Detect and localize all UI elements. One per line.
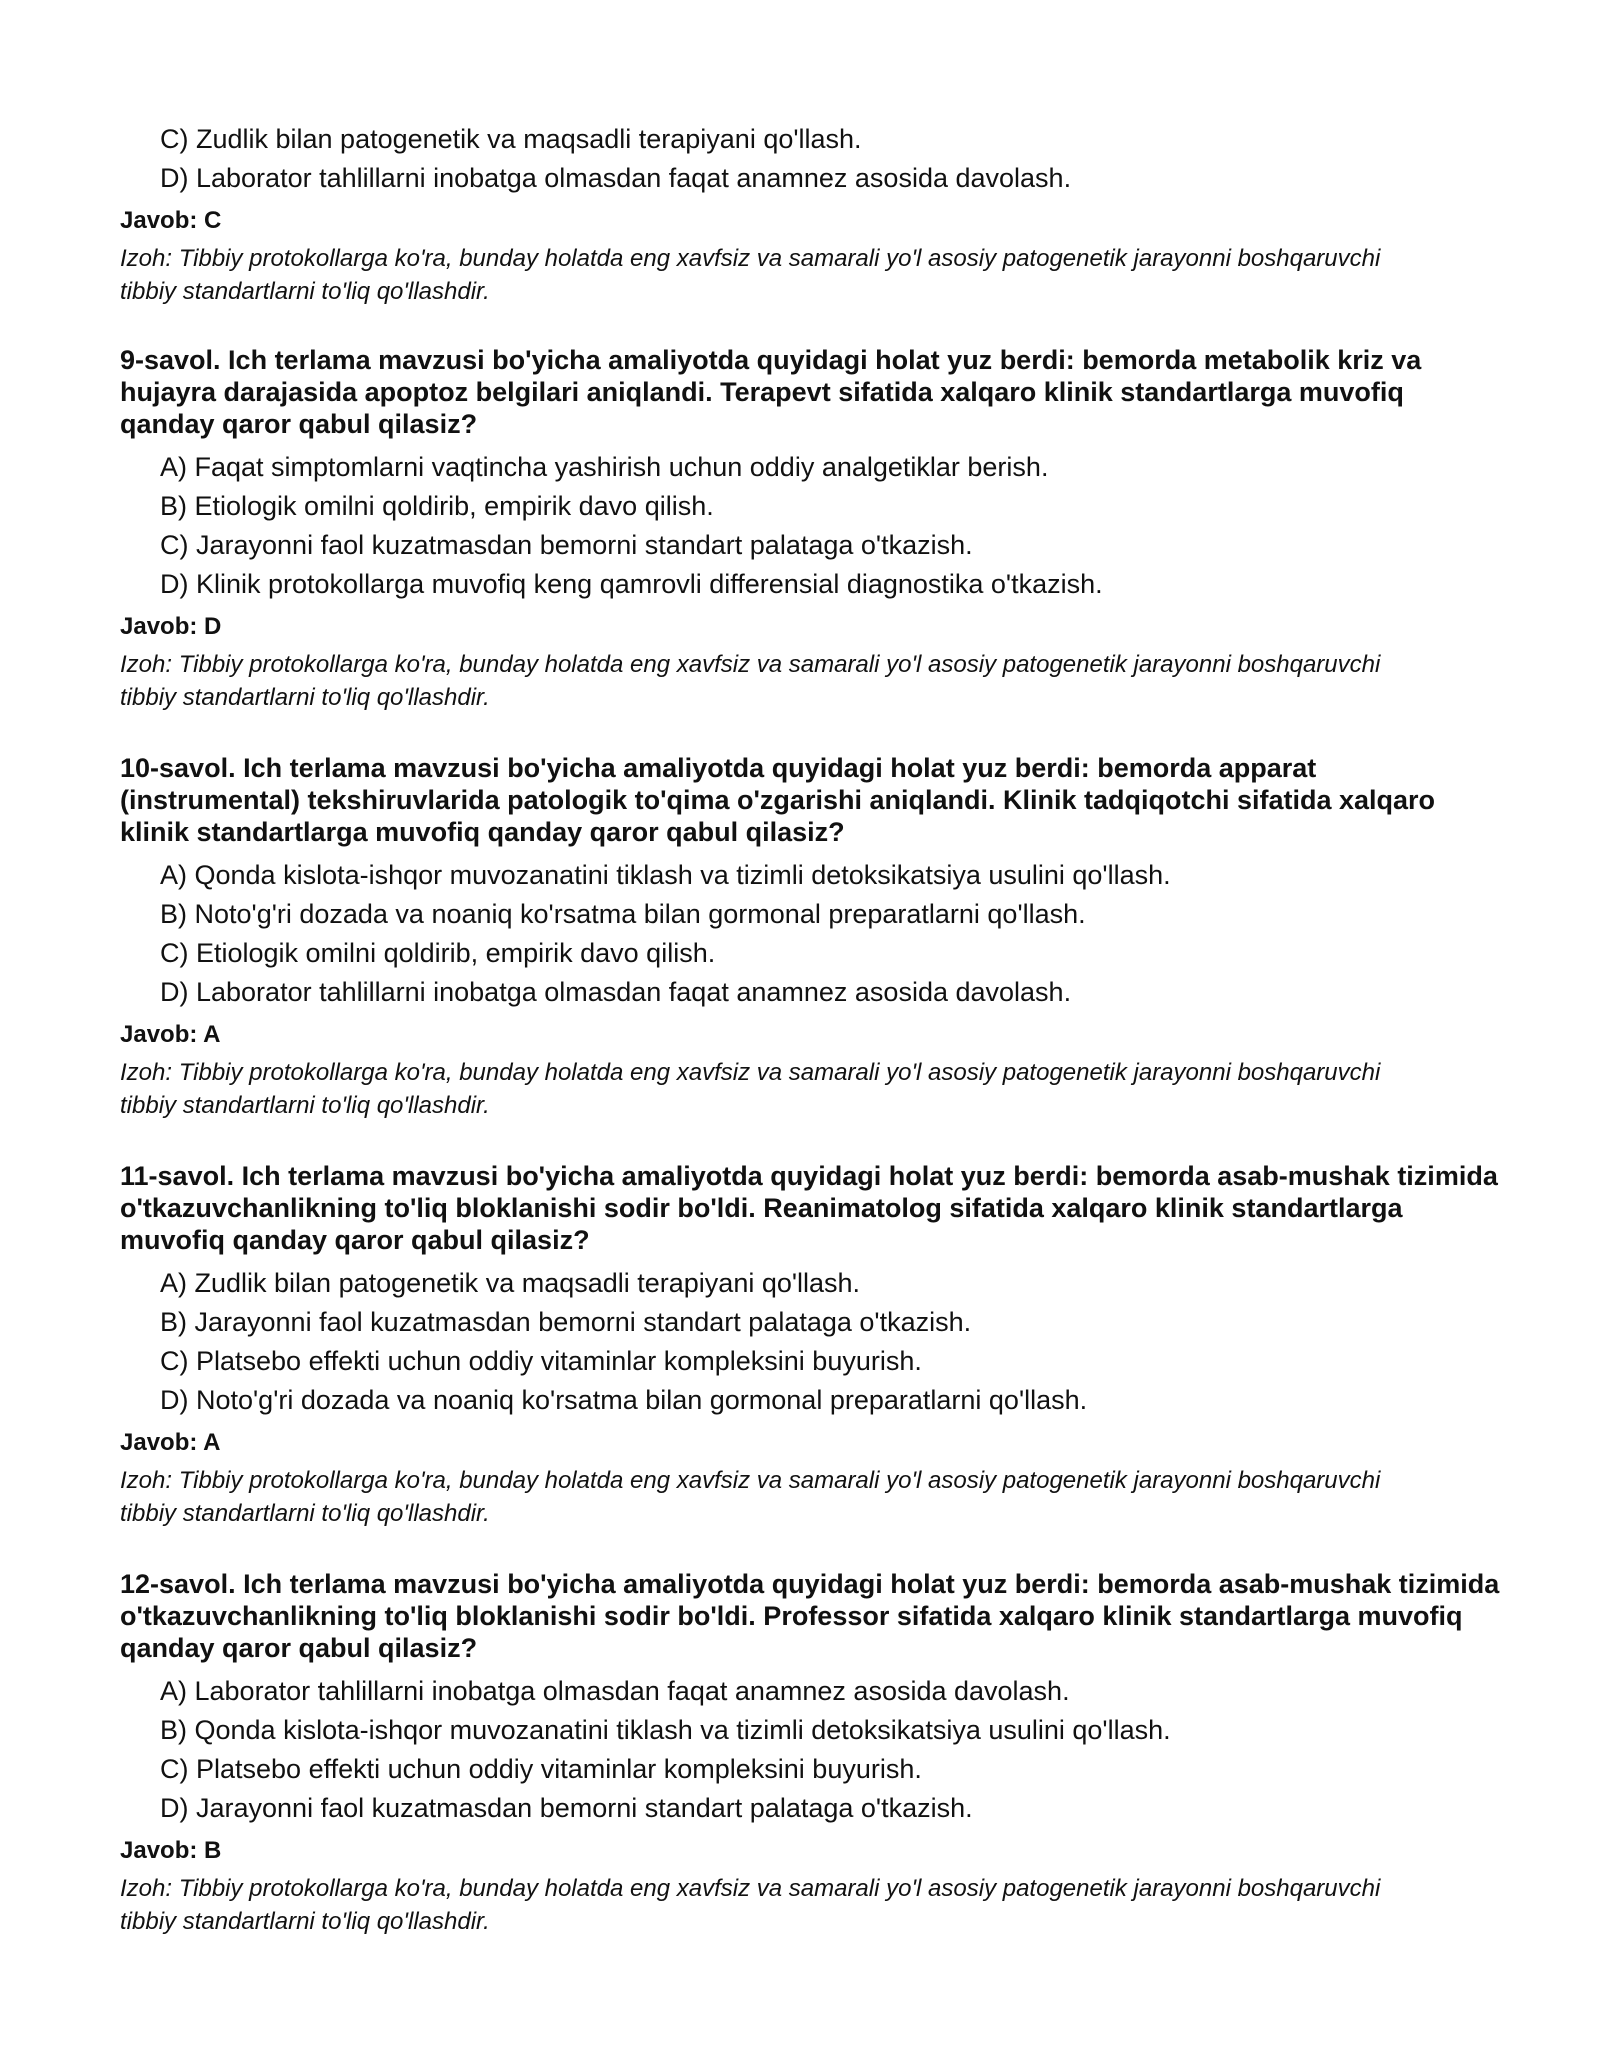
- question-12: [120, 1568, 1500, 1938]
- options-list: [120, 1264, 1500, 1420]
- option-a: A) Laborator tahlillarni inobatga olmasdan faqat anamnez asosida davolash.: [160, 1676, 1070, 1706]
- question-11: [120, 1160, 1500, 1530]
- explanation-note: Izoh: Tibbiy protokollarga ko'ra, bunday holatda eng xavfsiz va samarali yo'l asosiy patogenetik jarayonni boshqaruvchi tibbiy standartlarni to'liq qo'llashdir.: [120, 245, 1381, 305]
- question-10: [120, 752, 1500, 1122]
- option-a: A) Zudlik bilan patogenetik va maqsadli terapiyani qo'llash.: [160, 1268, 861, 1298]
- option-d: D) Laborator tahlillarni inobatga olmasdan faqat anamnez asosida davolash.: [160, 977, 1072, 1007]
- option-b: B) Etiologik omilni qoldirib, empirik davo qilish.: [160, 491, 714, 521]
- option-c: C) Platsebo effekti uchun oddiy vitaminlar kompleksini buyurish.: [160, 1346, 922, 1376]
- options-list: [120, 856, 1500, 1012]
- option-b: B) Qonda kislota-ishqor muvozanatini tiklash va tizimli detoksikatsiya usulini qo'llash.: [160, 1715, 1171, 1745]
- question-heading: 11-savol. Ich terlama mavzusi bo'yicha amaliyotda quyidagi holat yuz berdi: bemorda asab-mushak tizimida o'tkazuvchanlikning to'liq bloklanishi sodir bo'ldi. Reanimatolog sifatida xalqaro klinik standartlarga muvofiq qanday qaror qabul qilasiz?: [120, 1161, 1498, 1255]
- question-heading: 12-savol. Ich terlama mavzusi bo'yicha amaliyotda quyidagi holat yuz berdi: bemorda asab-mushak tizimida o'tkazuvchanlikning to'liq bloklanishi sodir bo'ldi. Professor sifatida xalqaro klinik standartlarga muvofiq qanday qaror qabul qilasiz?: [120, 1569, 1500, 1663]
- question-8-fragment: [120, 120, 1500, 308]
- answer-label: Javob: A: [120, 1429, 221, 1456]
- options-list: [120, 448, 1500, 604]
- option-a: A) Qonda kislota-ishqor muvozanatini tiklash va tizimli detoksikatsiya usulini qo'llash.: [160, 860, 1171, 890]
- options-list: [120, 120, 1500, 198]
- explanation-note: Izoh: Tibbiy protokollarga ko'ra, bunday holatda eng xavfsiz va samarali yo'l asosiy patogenetik jarayonni boshqaruvchi tibbiy standartlarni to'liq qo'llashdir.: [120, 1059, 1381, 1119]
- option-c: C) Platsebo effekti uchun oddiy vitaminlar kompleksini buyurish.: [160, 1754, 922, 1784]
- answer-label: Javob: B: [120, 1837, 222, 1864]
- option-c: C) Etiologik omilni qoldirib, empirik davo qilish.: [160, 938, 716, 968]
- question-9: [120, 344, 1500, 714]
- answer-label: Javob: C: [120, 207, 222, 234]
- option-c: C) Zudlik bilan patogenetik va maqsadli terapiyani qo'llash.: [160, 124, 862, 154]
- option-b: B) Noto'g'ri dozada va noaniq ko'rsatma bilan gormonal preparatlarni qo'llash.: [160, 899, 1086, 929]
- option-d: D) Noto'g'ri dozada va noaniq ko'rsatma bilan gormonal preparatlarni qo'llash.: [160, 1385, 1088, 1415]
- explanation-note: Izoh: Tibbiy protokollarga ko'ra, bunday holatda eng xavfsiz va samarali yo'l asosiy patogenetik jarayonni boshqaruvchi tibbiy standartlarni to'liq qo'llashdir.: [120, 1467, 1381, 1527]
- option-c: C) Jarayonni faol kuzatmasdan bemorni standart palataga o'tkazish.: [160, 530, 973, 560]
- options-list: [120, 1672, 1500, 1828]
- option-d: D) Laborator tahlillarni inobatga olmasdan faqat anamnez asosida davolash.: [160, 163, 1072, 193]
- explanation-note: Izoh: Tibbiy protokollarga ko'ra, bunday holatda eng xavfsiz va samarali yo'l asosiy patogenetik jarayonni boshqaruvchi tibbiy standartlarni to'liq qo'llashdir.: [120, 1875, 1381, 1935]
- question-heading: 10-savol. Ich terlama mavzusi bo'yicha amaliyotda quyidagi holat yuz berdi: bemorda apparat (instrumental) tekshiruvlarida patologik to'qima o'zgarishi aniqlandi. Klinik tadqiqotchi sifatida xalqaro klinik standartlarga muvofiq qanday qaror qabul qilasiz?: [120, 753, 1436, 847]
- option-b: B) Jarayonni faol kuzatmasdan bemorni standart palataga o'tkazish.: [160, 1307, 972, 1337]
- answer-label: Javob: D: [120, 613, 222, 640]
- option-d: D) Jarayonni faol kuzatmasdan bemorni standart palataga o'tkazish.: [160, 1793, 973, 1823]
- option-d: D) Klinik protokollarga muvofiq keng qamrovli differensial diagnostika o'tkazish.: [160, 569, 1103, 599]
- option-a: A) Faqat simptomlarni vaqtincha yashirish uchun oddiy analgetiklar berish.: [160, 452, 1049, 482]
- explanation-note: Izoh: Tibbiy protokollarga ko'ra, bunday holatda eng xavfsiz va samarali yo'l asosiy patogenetik jarayonni boshqaruvchi tibbiy standartlarni to'liq qo'llashdir.: [120, 651, 1381, 711]
- question-heading: 9-savol. Ich terlama mavzusi bo'yicha amaliyotda quyidagi holat yuz berdi: bemorda metabolik kriz va hujayra darajasida apoptoz belgilari aniqlandi. Terapevt sifatida xalqaro klinik standartlarga muvofiq qanday qaror qabul qilasiz?: [120, 345, 1422, 439]
- answer-label: Javob: A: [120, 1021, 221, 1048]
